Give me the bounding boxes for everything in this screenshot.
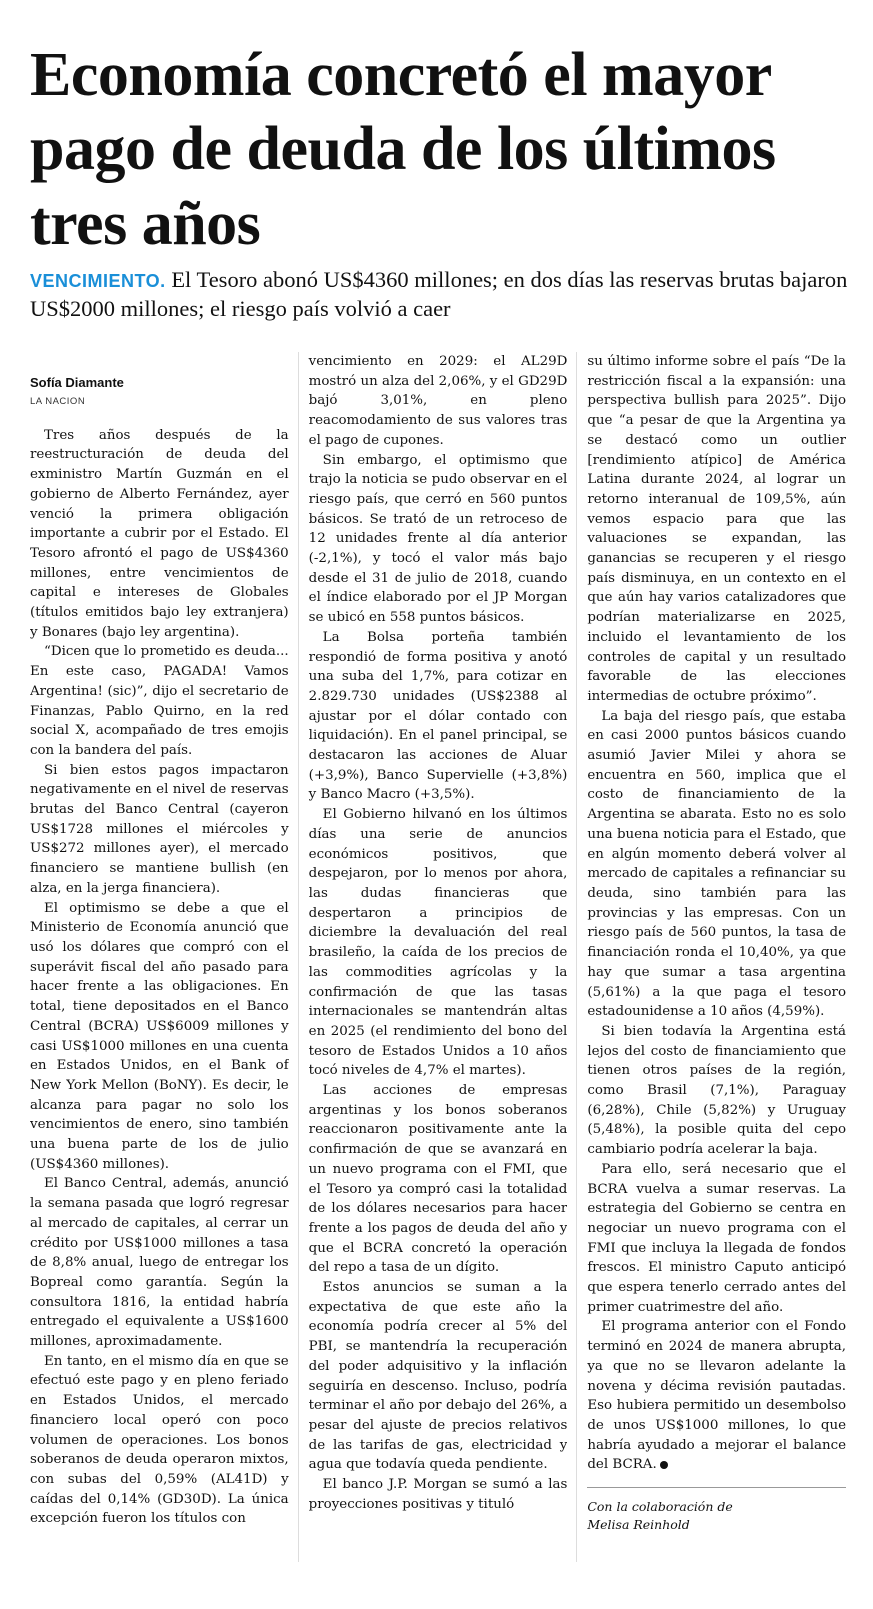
paragraph: su último informe sobre el país “De la restricción fiscal a la expansión: una perspectiva bullish para 2025”. Dijo que “a pesar de que la Argentina ya se destacó como un outlier [rendimiento atípico] de América Latina durante 2024, al lograr un retorno interanual de 109,5%, aún vemos espacio para que las valuaciones se expandan, las ganancias se recuperen y el riesgo país disminuya, en un contexto en el que aún hay varios catalizadores que podrían materializarse en 2025, incluido el levantamiento de los controles de capital y un resultado favorable de las elecciones intermedias de octubre próximo”.: [587, 354, 847, 704]
column-2: [298, 352, 568, 1562]
collaboration-credit: Con la colaboración de Melisa Reinhold: [587, 1487, 846, 1534]
end-of-article-icon: [660, 1461, 668, 1469]
subheadline-text: El Tesoro abonó US$4360 millones; en dos días las reservas brutas bajaron US$2000 millones; el riesgo país volvió a caer: [30, 267, 848, 322]
byline-agency: LA NACION: [30, 396, 86, 407]
article-body: [30, 352, 846, 1562]
paragraph: Tres años después de la reestructuración de deuda del exministro Martín Guzmán en el gobierno de Alberto Fernández, ayer venció la primera obligación importante a cubrir por el Estado. El Tesoro afrontó el pago de US$4360 millones, entre vencimientos de capital e intereses de Globales (títulos emitidos bajo ley extranjera) y Bonares (bajo ley argentina).: [30, 427, 289, 640]
paragraph: El banco J.P. Morgan se sumó a las proyecciones positivas y tituló: [308, 1477, 568, 1512]
column-3: [576, 352, 846, 1562]
column-1: [30, 352, 289, 1562]
paragraph: El optimismo se debe a que el Ministerio de Economía anunció que usó los dólares que compró con el superávit fiscal del año pasado para hacer frente a las obligaciones. En total, tiene depositados en el Banco Central (BCRA) US$6009 millones y casi US$1000 millones en una cuenta en Estados Unidos, en el Bank of New York Mellon (BoNY). Es decir, le alcanza para pagar no solo los vencimientos de enero, sino también una buena parte de los de julio (US$4360 millones).: [30, 900, 289, 1172]
paragraph: vencimiento en 2029: el AL29D mostró un alza del 2,06%, y el GD29D bajó 3,01%, en pleno reacomodamiento de sus valores tras el pago de cupones.: [308, 354, 568, 448]
paragraph: Si bien estos pagos impactaron negativamente en el nivel de reservas brutas del Banco Central (cayeron US$1728 millones el miércoles y US$272 millones ayer), el mercado financiero se mantiene bullish (en alza, en la jerga financiera).: [30, 762, 289, 896]
byline-author: Sofía Diamante: [30, 375, 124, 390]
paragraph: Las acciones de empresas argentinas y los bonos soberanos reaccionaron positivamente ante la confirmación de que se avanzará en un nuevo programa con el FMI, que el Tesoro ya compró casi la totalidad de los dólares necesarios para hacer frente a los pagos de deuda del año y que el BCRA concretó la operación del repo a tasa de un dígito.: [308, 1083, 568, 1276]
paragraph: La Bolsa porteña también respondió de forma positiva y anotó una suba del 1,7%, para cotizar en 2.829.730 unidades (US$2388 al ajustar por el dólar contado con liquidación). En el panel principal, se destacaron las acciones de Aluar (+3,9%), Banco Supervielle (+3,8%) y Banco Macro (+3,5%).: [308, 629, 568, 803]
paragraph: “Dicen que lo prometido es deuda... En este caso, PAGADA! Vamos Argentina! (sic)”, dijo el secretario de Finanzas, Pablo Quirno, en la red social X, acompañado de tres emojis con la bandera del país.: [30, 644, 289, 758]
paragraph: Para ello, será necesario que el BCRA vuelva a sumar reservas. La estrategia del Gobierno se centra en negociar un nuevo programa con el FMI que incluya la llegada de fondos frescos. El ministro Caputo anticipó que espera tenerlo cerrado antes del primer cuatrimestre del año.: [587, 1161, 847, 1315]
kicker: VENCIMIENTO.: [30, 271, 166, 291]
paragraph-last: [587, 1317, 846, 1475]
headline: Economía concretó el mayor pago de deuda de los últimos tres años: [30, 41, 776, 258]
subheadline: [30, 265, 850, 324]
paragraph: Si bien todavía la Argentina está lejos del costo de financiamiento que tienen otros países de la región, como Brasil (7,1%), Paraguay (6,28%), Chile (5,82%) y Uruguay (5,48%), la posible quita del cepo cambiario podría acelerar la baja.: [587, 1023, 847, 1158]
paragraph: La baja del riesgo país, que estaba en casi 2000 puntos básicos cuando asumió Javier Milei y ahora se encuentra en 560, implica que el costo de financiamiento de la Argentina se abarata. Esto no es solo una buena noticia para el Estado, que en algún momento deberá volver al mercado de capitales a refinanciar su deuda, sino también para las provincias y las empresas. Con un riesgo país de 560 puntos, la tasa de financiación ronda el 10,40%, ya que hay que sumar a tasa argentina (5,61%) a la que paga el tesoro estadounidense a 10 años (4,59%).: [587, 708, 847, 1020]
paragraph: Estos anuncios se suman a la expectativa de que este año la economía podría crecer al 5% del PBI, se mantendría la recuperación del poder adquisitivo y la inflación seguiría en descenso. Incluso, podría terminar el año por debajo del 26%, a pesar del ajuste de precios relativos de las tarifas de gas, electricidad y agua que todavía queda pendiente.: [308, 1280, 568, 1473]
paragraph-text: El programa anterior con el Fondo terminó en 2024 de manera abrupta, ya que no se llevaron adelante la novena y décima revisión pautadas. Eso hubiera permitido un desembolso de unos US$1000 millones, lo que habría ayudado a mejorar el balance del BCRA.: [587, 1319, 847, 1473]
paragraph: El Gobierno hilvanó en los últimos días una serie de anuncios económicos positivos, que despejaron, por lo menos por ahora, las dudas financieras que despertaron a principios de diciembre la devaluación del real brasileño, la caída de los precios de las commodities agrícolas y la confirmación de que las tasas internacionales se mantendrán altas en 2025 (el rendimiento del bono del tesoro de Estados Unidos a 10 años tocó niveles de 4,7% el martes).: [308, 807, 568, 1079]
paragraph: Sin embargo, el optimismo que trajo la noticia se pudo observar en el riesgo país, que cerró en 560 puntos básicos. Se trató de un retroceso de 12 unidades frente al día anterior (-2,1%), y tocó el valor más bajo desde el 31 de julio de 2018, cuando el índice elaborado por el JP Morgan se ubicó en 558 puntos básicos.: [308, 452, 568, 626]
paragraph: El Banco Central, además, anunció la semana pasada que logró regresar al mercado de capitales, al cerrar un crédito por US$1000 millones a tasa de 8,8% anual, luego de entregar los Bopreal como garantía. Según la consultora 1816, la entidad habría entregado el equivalente a US$1600 millones, aproximadamente.: [30, 1176, 289, 1350]
paragraph: En tanto, en el mismo día en que se efectuó este pago y en pleno feriado en Estados Unidos, el mercado financiero local operó con poco volumen de operaciones. Los bonos soberanos de deuda operaron mixtos, con subas del 0,59% (AL41D) y caídas del 0,14% (GD30D). La única excepción fueron los títulos con: [30, 1353, 289, 1527]
